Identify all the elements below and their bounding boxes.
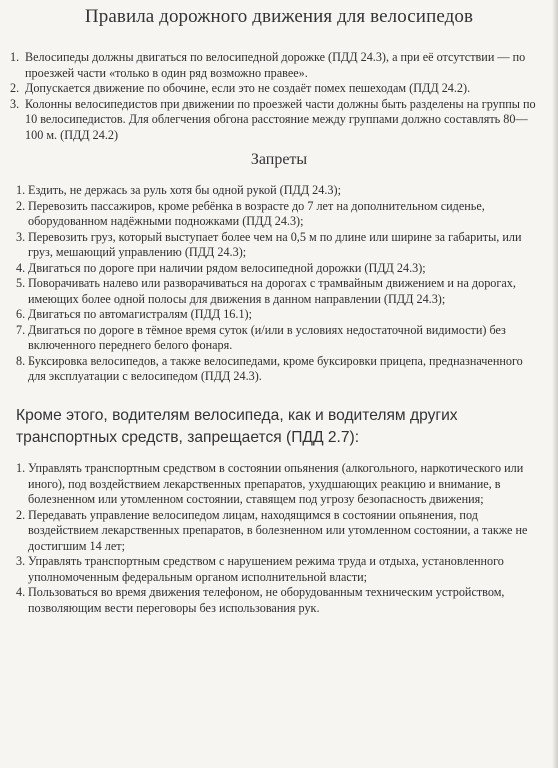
list-item: 2. Передавать управление велосипедом лицам, находящимся в состоянии опьянения, под воздействием лекарственных препаратов, в болезненном или утомленном состоянии, а также не достигшим 14 лет;: [16, 507, 528, 553]
list-item: 4. Пользоваться во время движения телефоном, не оборудованным техническим устройством, позволяющим вести переговоры без использования рук.: [16, 585, 505, 615]
list-item: 1. Ездить, не держась за руль хотя бы одной рукой (ПДД 24.3);: [16, 183, 341, 197]
list-item: 2. Допускается движение по обочине, если это не создаёт помех пешеходам (ПДД 24.2).: [10, 81, 471, 95]
bans-list: [16, 183, 536, 385]
drivers-list: [16, 461, 541, 616]
list-item: 3. Перевозить груз, который выступает более чем на 0,5 м по длине или ширине за габариты, или груз, мешающий управлению (ПДД 24.3);: [16, 229, 522, 259]
page-edge-shadow: [552, 0, 558, 768]
list-item: 8. Буксировка велосипедов, а также велосипедами, кроме буксировки прицепа, предназначенного для эксплуатации с велосипедом (ПДД 24.3).: [16, 353, 523, 383]
bans-title: Запреты: [250, 151, 308, 168]
list-item: 3. Колонны велосипедистов при движении по проезжей части должны быть разделены на группы по 10 велосипедистов. Для облегчения обгона расстояние между группами должно составлять 80—100 м. (ПДД 24.2): [10, 96, 536, 142]
list-item: 1. Управлять транспортным средством в состоянии опьянения (алкогольного, наркотического или иного), под воздействием лекарственных препаратов, ухудшающих реакцию и внимание, в болезненном или утомленном состоянии, ставящем под угрозу безопасность движения;: [16, 461, 524, 506]
drivers-heading: Кроме этого, водителям велосипеда, как и водителям других транспортных средств, запрещается (ПДД 2.7):: [16, 407, 458, 446]
document-title: Правила дорожного движения для велосипедов: [84, 6, 474, 27]
list-item: 4. Двигаться по дороге при наличии рядом велосипедной дорожки (ПДД 24.3);: [16, 260, 426, 275]
rules-list: [10, 50, 540, 143]
list-item: 1. Велосипеды должны двигаться по велосипедной дорожке (ПДД 24.3), а при её отсутствии — по проезжей части «только в один ряд возможно правее».: [10, 50, 526, 80]
list-item: 3. Управлять транспортным средством с нарушением режима труда и отдыха, установленного уполномоченным федеральным органом исполнительной власти;: [16, 554, 504, 584]
list-item: 6. Двигаться по автомагистралям (ПДД 16.1);: [16, 307, 252, 321]
list-item: 5. Поворачивать налево или разворачиваться на дорогах с трамвайным движением и на дорогах, имеющих более одной полосы для движения в данном направлении (ПДД 24.3);: [16, 276, 516, 306]
list-item: 2. Перевозить пассажиров, кроме ребёнка в возрасте до 7 лет на дополнительном сиденье, оборудованном надёжными подножками (ПДД 24.3);: [16, 198, 485, 228]
list-item: 7. Двигаться по дороге в тёмное время суток (и/или в условиях недостаточной видимости) без включенного переднего белого фонаря.: [16, 322, 506, 352]
